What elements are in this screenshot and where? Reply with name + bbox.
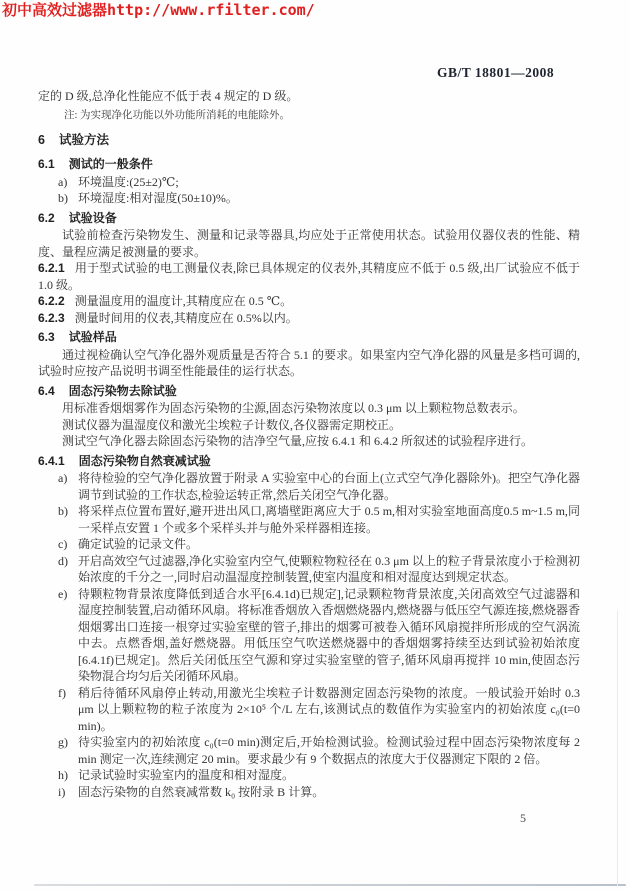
carryover-paragraph: 定的 D 级,总净化性能应不低于表 4 规定的 D 级。 [38,89,299,103]
list-item-text: 待颗粒物背景浓度降低到适合水平[6.4.1d)已规定],记录颗粒物背景浓度,关闭高效空气过滤器和湿度控制装置,启动循环风扇。将标准香烟放入香烟燃烧器内,燃烧器与低压空气源连接,燃烧器香烟烟雾出口连接一根穿过实验室壁的管子,排出的烟雾可被卷入循环风扇搅拌所形成的空气涡流中去。点燃香烟,盖好燃烧器。用低压空气吹送燃烧器中的香烟烟雾持续至达到试验初始浓度[6.4.1f)已规定]。然后关闭低压空气源和穿过实验室壁的管子,循环风扇再搅拌 10 min,使固态污染物混合均匀后关闭循环风扇。 [78,586,580,683]
list-item-text: 环境湿度:相对湿度(50±10)%。 [78,191,238,205]
list-item-text: 固态污染物的自然衰减常数 k₀ 按附录 B 计算。 [78,784,325,799]
list-marker: i) [58,784,66,799]
list-item [38,685,580,735]
list-marker: h) [58,768,68,782]
clause-title: 固态污染物自然衰减试验 [78,453,211,468]
subclause-number: 6.2.2 [38,294,65,308]
page-number: 5 [520,811,526,825]
clause-6-3-heading [38,329,580,346]
list-item-text: 待实验室内的初始浓度 c₀(t=0 min)测定后,开始检测试验。检测试验过程中固态污染物浓度每 2 min 测定一次,连续测定 20 min。要求最少有 9 个数据点的浓度大于仪器测定下限的 2 倍。 [78,735,580,766]
list-item-text: 将待检验的空气净化器放置于附录 A 实验室中心的台面上(立式空气净化器除外)。把空气净化器调节到试验的工作状态,检验运转正常,然后关闭空气净化器。 [78,471,580,502]
list-item [38,734,580,767]
clause-number: 6.3 [38,330,55,344]
subclause-number: 6.2.1 [38,261,65,275]
clause-title: 试验样品 [68,330,117,344]
clause-number: 6.4 [38,383,55,398]
doc-number: GB/T 18801—2008 [437,65,555,80]
list-item [38,536,580,553]
list-item-text: 环境温度:(25±2)℃; [78,174,179,189]
list-marker: a) [58,174,68,189]
paragraph: 测试仪器为温湿度仪和激光尘埃粒子计数仪,各仪器需定期校正。 [62,417,402,432]
clause-6-heading [38,132,580,149]
list-item [38,784,580,801]
list-item-text: 稍后待循环风扇停止转动,用激光尘埃粒子计数器测定固态污染物的浓度。一般试验开始时 0.3 μm 以上颗粒物的粒子浓度为 2×10⁵ 个/L 左右,该测试点的数值作为实验室内的初始浓度 c₀(t=0 min)。 [78,685,580,733]
clause-title: 测试的一般条件 [68,157,153,171]
paragraph: 测试空气净化器去除固态污染物的洁净空气量,应按 6.4.1 和 6.4.2 所叙述的试验程序进行。 [62,434,534,448]
list-marker: f) [58,685,66,700]
clause-6-1-heading [38,156,580,173]
paragraph: 通过视检确认空气净化器外观质量是否符合 5.1 的要求。如果室内空气净化器的风量是多档可调的,试验时应按产品说明书调至性能最佳的运行状态。 [38,347,580,378]
clause-number: 6 [38,132,45,147]
list-item [38,586,580,685]
clause-number: 6.2 [38,210,55,225]
list-marker: b) [58,504,68,518]
list-marker: b) [58,191,68,205]
list-item [38,553,580,586]
list-item-text: 确定试验的记录文件。 [78,537,199,551]
subclause-number: 6.2.3 [38,310,65,325]
list-item-text: 开启高效空气过滤器,净化实验室内空气,使颗粒物粒径在 0.3 μm 以上的粒子背景浓度小于检测初始浓度的千分之一,同时启动温湿度控制装置,使室内温度和相对湿度达到规定状态。 [78,553,580,584]
list-marker: c) [58,537,68,551]
list-item [38,174,580,191]
list-item [38,503,580,536]
scan-edge-artifact [617,610,618,886]
paragraph: 用标准香烟烟雾作为固态污染物的尘源,固态污染物浓度以 0.3 μm 以上颗粒物总数表示。 [62,401,525,415]
clause-title: 固态污染物去除试验 [68,383,177,398]
subclause-text: 测量温度用的温度计,其精度应在 0.5 ℃。 [74,294,293,308]
subclause-text: 测量时间用的仪表,其精度应在 0.5%以内。 [74,310,298,325]
subclause-paragraph [38,310,580,327]
clause-title: 试验设备 [68,210,117,225]
document-body [38,88,580,800]
clause-number: 6.1 [38,157,55,171]
list-item [38,190,580,207]
list-marker: a) [58,471,68,485]
list-item-text: 记录试验时实验室内的温度和相对湿度。 [78,768,295,782]
subclause-paragraph [38,293,580,310]
page-edge-shadow [34,884,626,886]
list-marker: g) [58,735,68,749]
list-item-text: 将采样点位置布置好,避开进出风口,离墙壁距离应大于 0.5 m,相对实验室地面高度0.5 m~1.5 m,同一采样点安置 1 个或多个采样头并与舱外采样器相连接。 [78,504,580,535]
clause-6-2-heading [38,210,580,227]
list-marker: e) [58,586,68,601]
clause-6-4-heading [38,383,580,400]
list-item [38,767,580,784]
clause-title: 试验方法 [58,132,109,147]
clause-number: 6.4.1 [38,453,65,468]
list-item [38,470,580,503]
paragraph: 试验前检查污染物发生、测量和记录等器具,均应处于正常使用状态。试验用仪器仪表的性能、精度、量程应满足被测量的要求。 [38,228,580,259]
subclause-paragraph [38,260,580,293]
list-marker: d) [58,553,68,568]
clause-6-4-1-heading [38,453,580,470]
subclause-text: 用于型式试验的电工测量仪表,除已具体规定的仪表外,其精度应不低于 0.5 级,出厂试验应不低于 1.0 级。 [38,261,580,292]
note-text: 注: 为实现净化功能以外功能所消耗的电能除外。 [64,109,291,121]
watermark-link[interactable]: 初中高效过滤器http://www.rfilter.com/ [2,1,315,19]
